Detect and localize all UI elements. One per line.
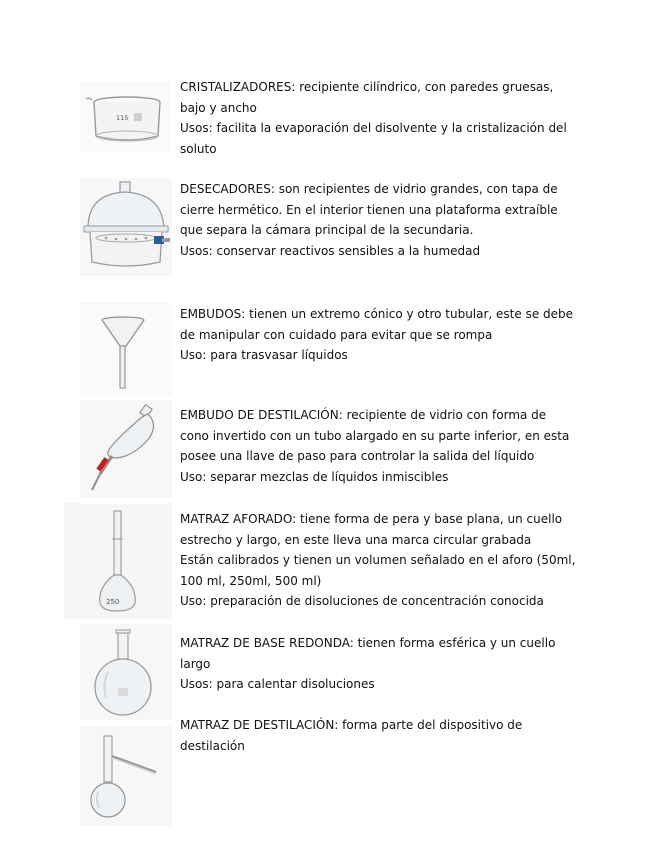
- text-line: Usos: conservar reactivos sensibles a la humedad: [180, 243, 481, 258]
- text-line: MATRAZ AFORADO: tiene forma de pera y base plana, un cuello: [180, 512, 563, 526]
- item-text: [180, 77, 580, 159]
- item-text: [180, 304, 580, 366]
- crystallizing-dish-icon: [80, 82, 170, 152]
- text-line: posee una llave de paso para controlar la salida del líquido: [180, 449, 535, 464]
- text-line: cierre hermético. En el interior tienen una plataforma extraíble: [180, 202, 558, 217]
- text-line: MATRAZ DE BASE REDONDA: tienen forma esférica y un cuello: [180, 636, 556, 650]
- text-line: que separa la cámara principal de la secundaria.: [180, 223, 474, 238]
- item-text: [180, 715, 580, 756]
- text-line: de manipular con cuidado para evitar que se rompa: [180, 327, 493, 342]
- text-line: 100 ml, 250ml, 500 ml): [180, 573, 322, 588]
- text-line: Están calibrados y tienen un volumen señalado en el aforo (50ml,: [180, 553, 576, 568]
- text-line: largo: [180, 656, 211, 671]
- text-line: bajo y ancho: [180, 100, 257, 115]
- text-line: Usos: facilita la evaporación del disolvente y la cristalización del: [180, 121, 567, 136]
- text-line: Uso: preparación de disoluciones de concentración conocida: [180, 594, 544, 609]
- item-text: [180, 633, 580, 695]
- text-line: estrecho y largo, en este lleva una marca circular grabada: [180, 532, 532, 547]
- text-line: EMBUDO DE DESTILACIÓN: recipiente de vidrio con forma de: [180, 408, 547, 422]
- text-line: cono invertido con un tubo alargado en su parte inferior, en esta: [180, 428, 570, 443]
- separatory-funnel-icon: [80, 400, 172, 498]
- volumetric-flask-icon: [64, 503, 172, 619]
- dish-label: 115: [116, 114, 129, 122]
- text-line: Uso: para trasvasar líquidos: [180, 348, 348, 363]
- funnel-icon: [80, 302, 172, 396]
- text-line: EMBUDOS: tienen un extremo cónico y otro tubular, este se debe: [180, 307, 574, 321]
- item-text: [180, 405, 580, 487]
- item-text: [180, 509, 580, 612]
- distillation-flask-icon: [80, 726, 172, 826]
- text-line: Usos: para calentar disoluciones: [180, 677, 375, 692]
- text-line: MATRAZ DE DESTILACIÓN: forma parte del dispositivo de: [180, 718, 523, 732]
- round-bottom-flask-icon: [80, 624, 172, 720]
- desiccator-icon: [80, 178, 172, 276]
- text-line: soluto: [180, 141, 217, 156]
- text-line: destilación: [180, 738, 245, 753]
- text-line: CRISTALIZADORES: recipiente cilíndrico, con paredes gruesas,: [180, 80, 554, 94]
- text-line: DESECADORES: son recipientes de vidrio grandes, con tapa de: [180, 182, 558, 196]
- flask-label: 250: [106, 598, 120, 606]
- item-text: [180, 179, 580, 261]
- text-line: Uso: separar mezclas de líquidos inmiscibles: [180, 469, 449, 484]
